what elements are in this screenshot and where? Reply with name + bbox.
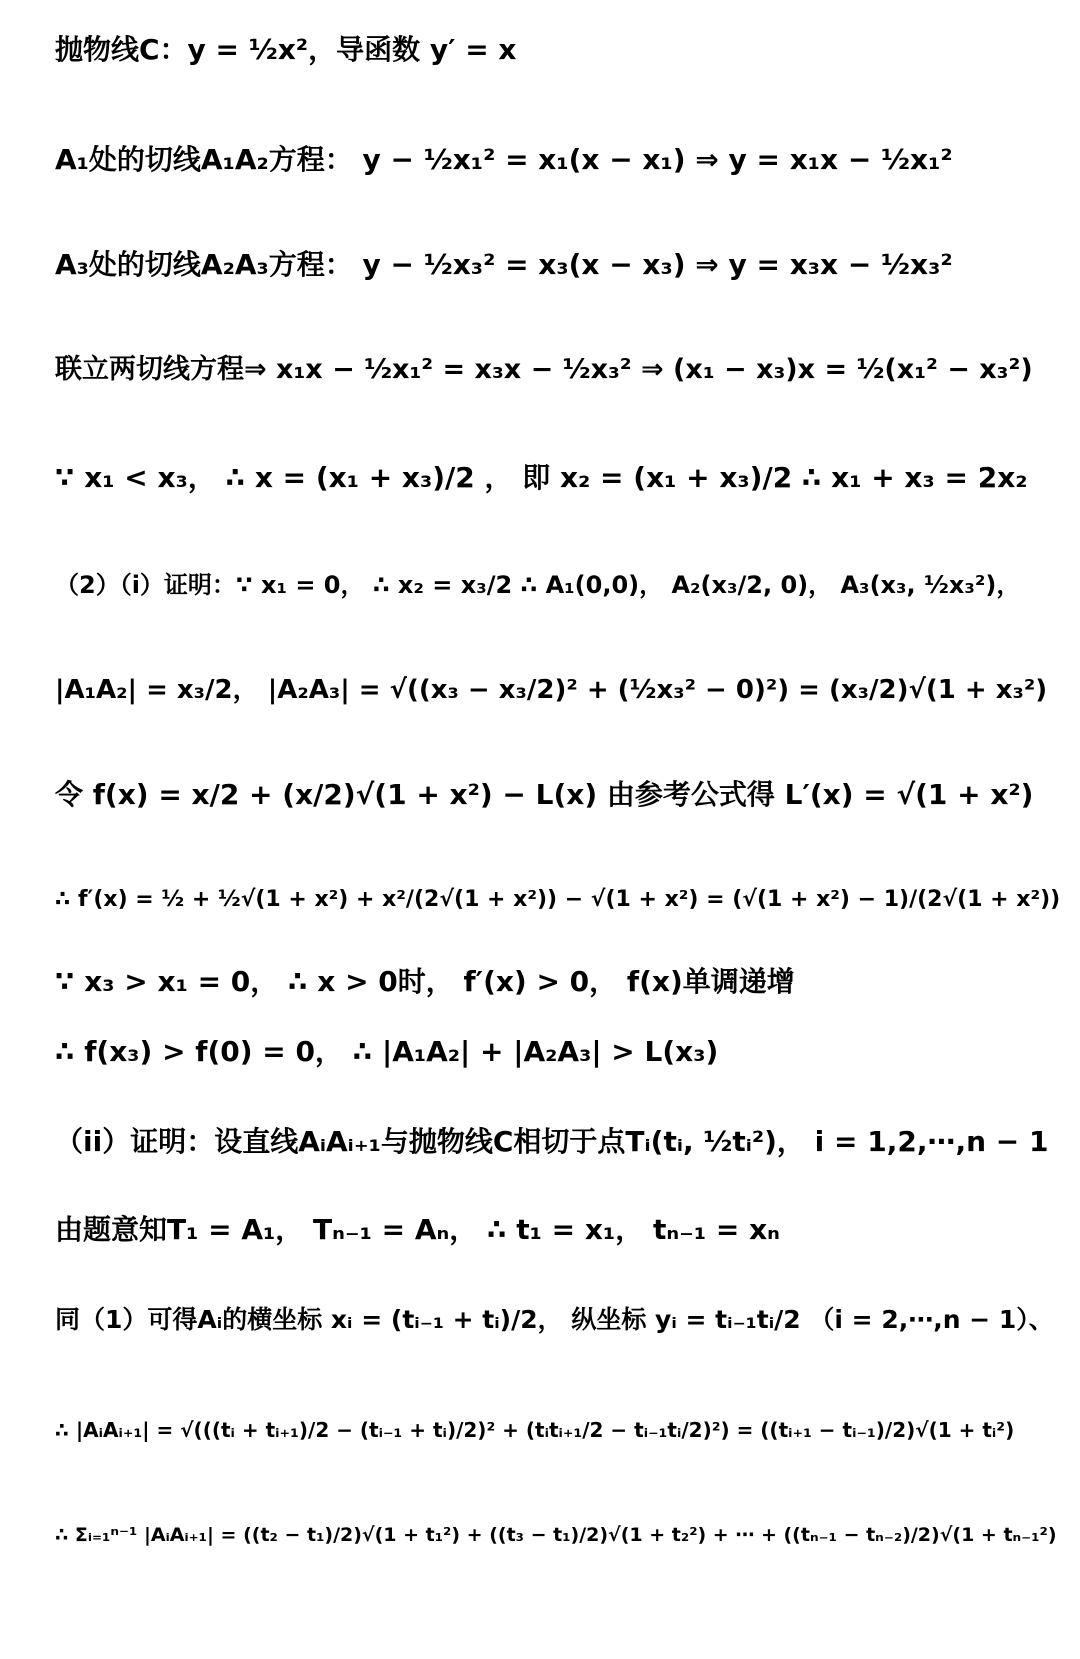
line-part2-i-points: （2）（i）证明：∵ x₁ = 0， ∴ x₂ = x₃/2 ∴ A₁(0,0)， A₂(x₃/2, 0)， A₃(x₃, ½x₃²)， xyxy=(55,571,1021,599)
line-x2-midpoint: ∵ x₁ < x₃， ∴ x = (x₁ + x₃)/2 ， 即 x₂ = (x₁ + x₃)/2 ∴ x₁ + x₃ = 2x₂ xyxy=(55,461,1028,494)
line-monotonic: ∵ x₃ > x₁ = 0， ∴ x > 0时， f′(x) > 0， f(x)单调递增 xyxy=(55,965,795,998)
line-sum-lengths: ∴ Σᵢ₌₁ⁿ⁻¹ |AᵢAᵢ₊₁| = ((t₂ − t₁)/2)√(1 + t₁²) + ((t₃ − t₁)/2)√(1 + t₂²) + ⋯ + ((tₙ₋₁ − tₙ₋₂)/2)√(1 + tₙ₋₁²) xyxy=(55,1524,1057,1546)
line-length-aiai1: ∴ |AᵢAᵢ₊₁| = √(((tᵢ + tᵢ₊₁)/2 − (tᵢ₋₁ + tᵢ)/2)² + (tᵢtᵢ₊₁/2 − tᵢ₋₁tᵢ/2)²) = ((tᵢ₊₁ − tᵢ₋₁)/2)√(1 + tᵢ²) xyxy=(55,1418,1015,1442)
line-part2-ii-tangent: （ii）证明：设直线AᵢAᵢ₊₁与抛物线C相切于点Tᵢ(tᵢ, ½tᵢ²)， i = 1,2,⋯,n − 1 xyxy=(55,1125,1049,1158)
line-inequality-conclusion: ∴ f(x₃) > f(0) = 0， ∴ |A₁A₂| + |A₂A₃| > L(x₃) xyxy=(55,1035,719,1068)
line-segment-lengths: |A₁A₂| = x₃/2， |A₂A₃| = √((x₃ − x₃/2)² + (½x₃² − 0)²) = (x₃/2)√(1 + x₃²) xyxy=(55,675,1048,705)
line-f-derivative: ∴ f′(x) = ½ + ½√(1 + x²) + x²/(2√(1 + x²)) − √(1 + x²) = (√(1 + x²) − 1)/(2√(1 + x²)) xyxy=(55,887,1061,912)
line-tangent-a1a2: A₁处的切线A₁A₂方程： y − ½x₁² = x₁(x − x₁) ⇒ y = x₁x − ½x₁² xyxy=(55,143,953,176)
line-tangent-a2a3: A₃处的切线A₂A₃方程： y − ½x₃² = x₃(x − x₃) ⇒ y = x₃x − ½x₃² xyxy=(55,248,953,281)
line-solve-system: 联立两切线方程⇒ x₁x − ½x₁² = x₃x − ½x₃² ⇒ (x₁ − x₃)x = ½(x₁² − x₃²) xyxy=(55,354,1033,385)
line-define-f: 令 f(x) = x/2 + (x/2)√(1 + x²) − L(x) 由参考公式得 L′(x) = √(1 + x²) xyxy=(55,778,1034,811)
line-parabola-derivative: 抛物线C：y = ½x²，导函数 y′ = x xyxy=(55,33,517,66)
line-coordinates-ai: 同（1）可得Aᵢ的横坐标 xᵢ = (tᵢ₋₁ + tᵢ)/2， 纵坐标 yᵢ = tᵢ₋₁tᵢ/2 （i = 2,⋯,n − 1）、 xyxy=(55,1305,1054,1334)
line-endpoints: 由题意知T₁ = A₁， Tₙ₋₁ = Aₙ， ∴ t₁ = x₁， tₙ₋₁ = xₙ xyxy=(55,1213,780,1246)
